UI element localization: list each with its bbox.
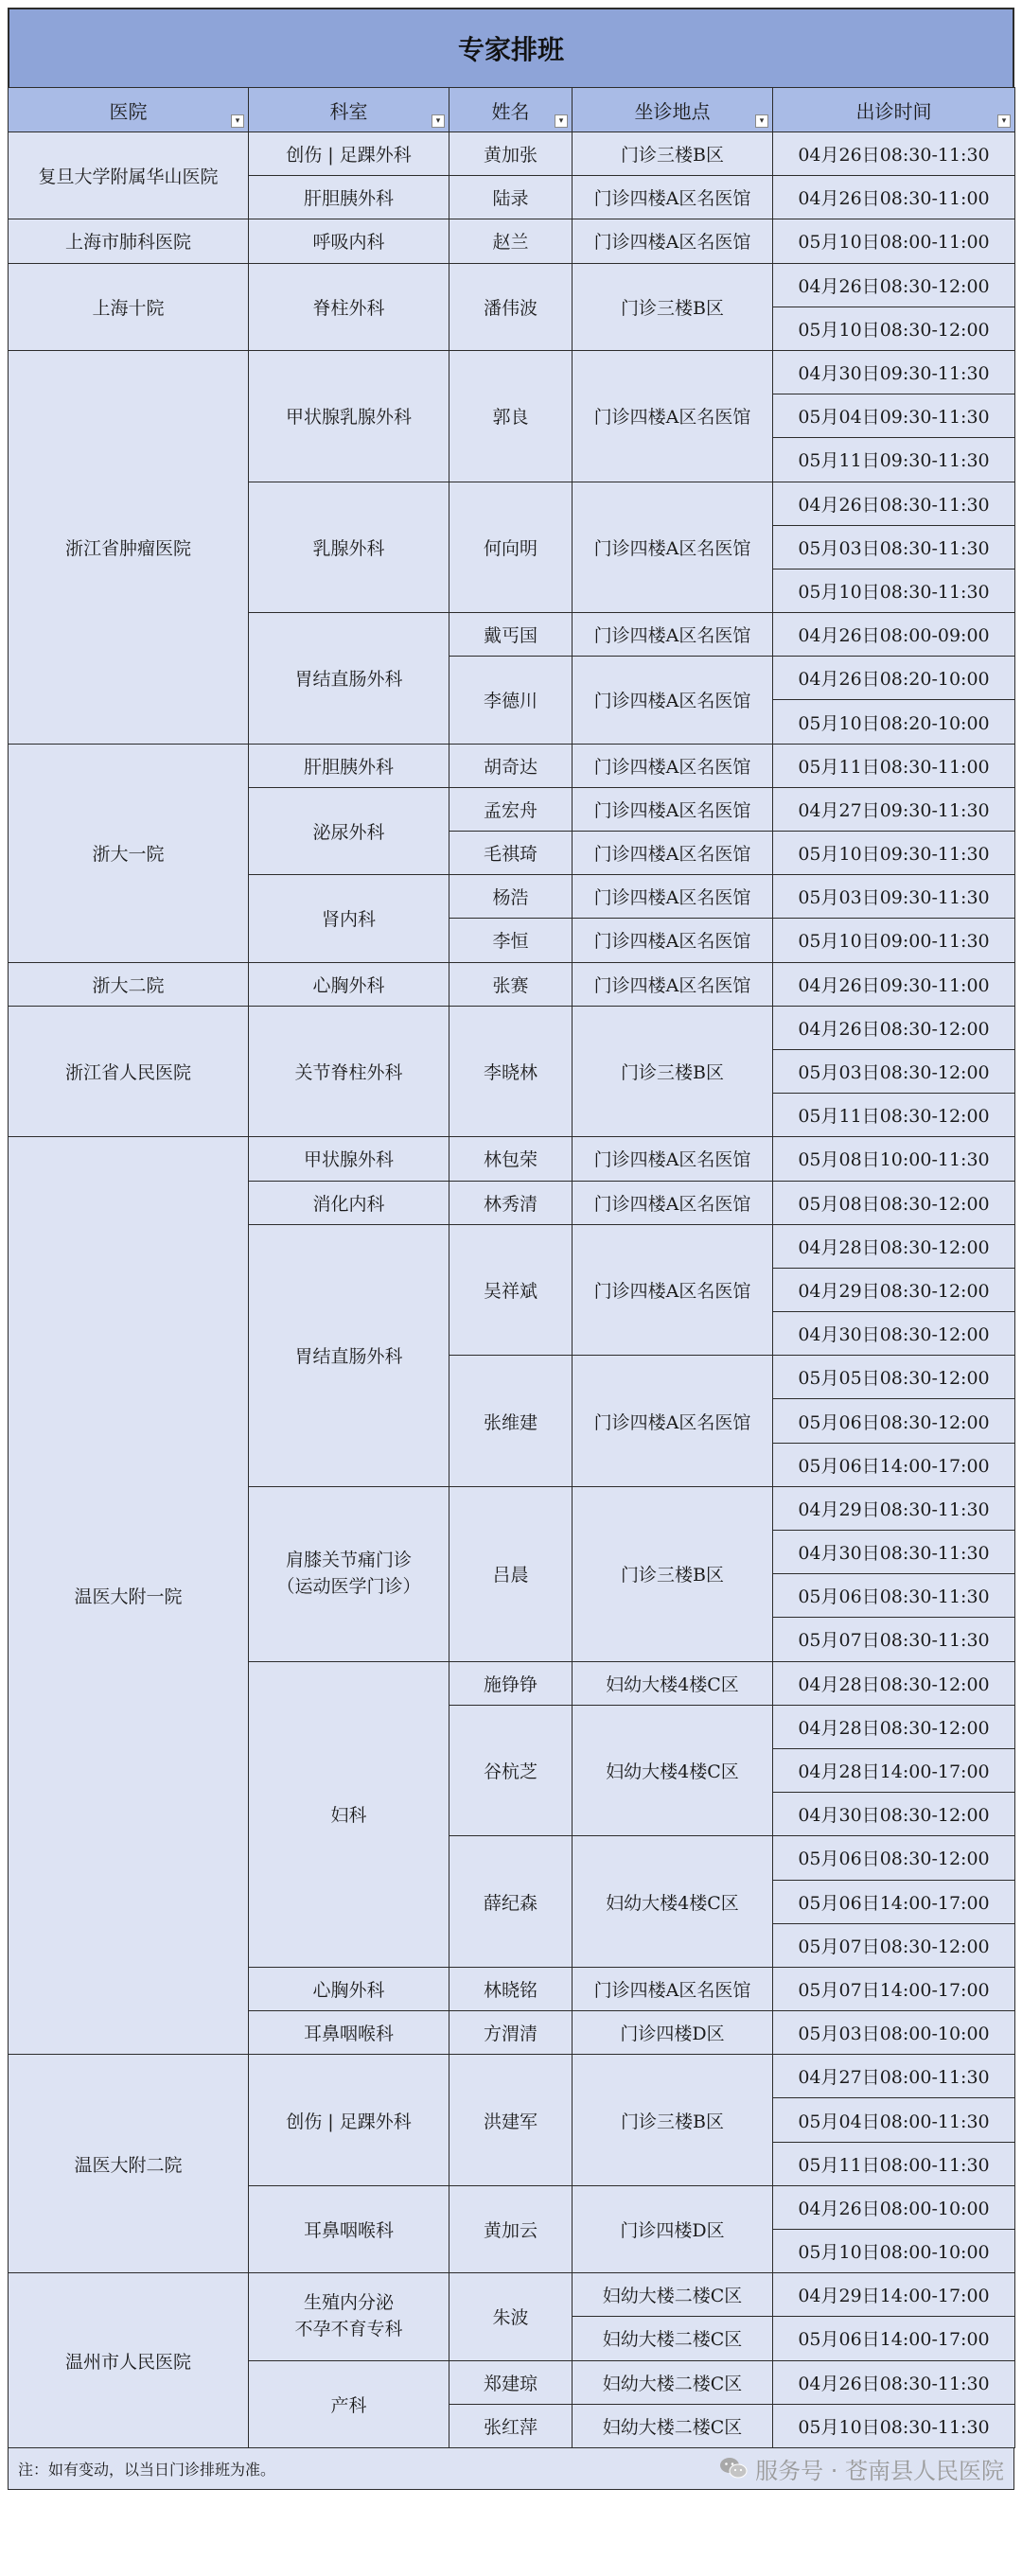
time-cell: 05月05日08:30-12:00 [773,1356,1015,1399]
location-cell: 门诊四楼A区名医馆 [573,176,773,219]
doctor-name-cell: 黄加云 [449,2185,573,2272]
time-cell: 04月26日08:20-10:00 [773,657,1015,700]
time-cell: 05月11日08:00-11:30 [773,2142,1015,2185]
location-cell: 妇幼大楼二楼C区 [573,2273,773,2317]
table-row [9,962,1015,1006]
time-cell: 04月26日08:00-09:00 [773,613,1015,657]
doctor-name-cell: 林包荣 [449,1137,573,1181]
filter-dropdown-icon[interactable]: ▾ [755,114,768,128]
time-cell: 05月03日08:00-10:00 [773,2011,1015,2055]
time-cell: 05月03日08:30-11:30 [773,525,1015,569]
department-cell: 生殖内分泌 不孕不育专科 [249,2273,449,2360]
location-cell: 门诊四楼D区 [573,2011,773,2055]
hospital-cell: 浙大一院 [9,744,249,962]
location-cell: 门诊四楼A区名医馆 [573,744,773,787]
doctor-name-cell: 潘伟波 [449,263,573,350]
time-cell: 05月10日08:20-10:00 [773,700,1015,744]
table-row [9,350,1015,394]
table-body [9,132,1015,2448]
header-row [9,88,1015,132]
schedule-sheet [8,8,1014,2490]
location-cell: 门诊三楼B区 [573,263,773,350]
time-cell: 05月06日14:00-17:00 [773,1443,1015,1486]
department-cell: 关节脊柱外科 [249,1006,449,1137]
department-cell: 肝胆胰外科 [249,176,449,219]
department-cell: 创伤 | 足踝外科 [249,2055,449,2186]
time-cell: 04月26日08:00-10:00 [773,2185,1015,2229]
filter-dropdown-icon[interactable]: ▾ [555,114,568,128]
table-row [9,1137,1015,1181]
column-header-hospital: 医院 ▾ [9,88,249,132]
watermark [719,2452,1004,2485]
time-cell: 05月10日08:30-11:30 [773,569,1015,612]
doctor-name-cell: 郑建琼 [449,2360,573,2404]
location-cell: 妇幼大楼4楼C区 [573,1661,773,1705]
time-cell: 05月11日08:30-11:00 [773,744,1015,787]
location-cell: 门诊四楼A区名医馆 [573,1967,773,2010]
time-cell: 05月10日09:00-11:30 [773,919,1015,962]
department-cell: 心胸外科 [249,962,449,1006]
doctor-name-cell: 胡奇达 [449,744,573,787]
time-cell: 05月10日08:00-11:00 [773,219,1015,263]
department-cell: 肩膝关节痛门诊 （运动医学门诊） [249,1486,449,1661]
time-cell: 04月28日08:30-12:00 [773,1705,1015,1748]
department-cell: 消化内科 [249,1181,449,1224]
location-cell: 妇幼大楼4楼C区 [573,1836,773,1968]
table-row [9,219,1015,263]
table-row [9,132,1015,176]
doctor-name-cell: 赵兰 [449,219,573,263]
doctor-name-cell: 吴祥斌 [449,1224,573,1356]
time-cell: 05月04日09:30-11:30 [773,394,1015,438]
column-header-location: 坐诊地点 ▾ [573,88,773,132]
location-cell: 门诊三楼B区 [573,132,773,176]
time-cell: 04月26日08:30-12:00 [773,263,1015,307]
time-cell: 05月06日08:30-12:00 [773,1399,1015,1443]
time-cell: 04月26日08:30-11:30 [773,482,1015,525]
sheet-title: 专家排班 [8,8,1014,87]
time-cell: 04月30日08:30-12:00 [773,1793,1015,1836]
doctor-name-cell: 杨浩 [449,875,573,919]
time-cell: 05月07日08:30-11:30 [773,1618,1015,1661]
location-cell: 门诊四楼A区名医馆 [573,875,773,919]
location-cell: 门诊三楼B区 [573,1486,773,1661]
time-cell: 04月26日08:30-11:30 [773,132,1015,176]
time-cell: 05月04日08:00-11:30 [773,2098,1015,2142]
doctor-name-cell: 李德川 [449,657,573,744]
filter-dropdown-icon[interactable]: ▾ [231,114,244,128]
schedule-table [8,87,1015,2448]
department-cell: 甲状腺外科 [249,1137,449,1181]
column-header-time: 出诊时间 ▾ [773,88,1015,132]
time-cell: 04月30日08:30-11:30 [773,1531,1015,1574]
department-cell: 胃结直肠外科 [249,613,449,745]
time-cell: 05月06日14:00-17:00 [773,2317,1015,2360]
time-cell: 05月08日10:00-11:30 [773,1137,1015,1181]
doctor-name-cell: 黄加张 [449,132,573,176]
department-cell: 泌尿外科 [249,787,449,874]
doctor-name-cell: 孟宏舟 [449,787,573,831]
time-cell: 04月28日08:30-12:00 [773,1661,1015,1705]
doctor-name-cell: 何向明 [449,482,573,613]
time-cell: 04月26日08:30-12:00 [773,1006,1015,1049]
location-cell: 妇幼大楼二楼C区 [573,2317,773,2360]
hospital-cell: 上海十院 [9,263,249,350]
doctor-name-cell: 郭良 [449,350,573,482]
filter-dropdown-icon[interactable]: ▾ [997,114,1011,128]
location-cell: 门诊四楼A区名医馆 [573,1137,773,1181]
doctor-name-cell: 朱波 [449,2273,573,2360]
time-cell: 05月03日08:30-12:00 [773,1049,1015,1093]
doctor-name-cell: 方渭清 [449,2011,573,2055]
footer-note: 注：如有变动，以当日门诊排班为准。 [18,2460,276,2479]
time-cell: 04月29日14:00-17:00 [773,2273,1015,2317]
time-cell: 04月26日08:30-11:30 [773,2360,1015,2404]
time-cell: 05月10日09:30-11:30 [773,832,1015,875]
time-cell: 04月26日09:30-11:00 [773,962,1015,1006]
time-cell: 05月10日08:30-12:00 [773,307,1015,350]
location-cell: 门诊四楼A区名医馆 [573,1181,773,1224]
hospital-cell: 温州市人民医院 [9,2273,249,2448]
location-cell: 门诊四楼A区名医馆 [573,787,773,831]
doctor-name-cell: 张赛 [449,962,573,1006]
time-cell: 04月28日14:00-17:00 [773,1748,1015,1792]
time-cell: 04月29日08:30-11:30 [773,1486,1015,1530]
hospital-cell: 上海市肺科医院 [9,219,249,263]
column-header-doctor: 姓名 ▾ [449,88,573,132]
location-cell: 门诊四楼A区名医馆 [573,657,773,744]
filter-dropdown-icon[interactable]: ▾ [432,114,445,128]
department-cell: 耳鼻咽喉科 [249,2011,449,2055]
time-cell: 04月30日09:30-11:30 [773,350,1015,394]
time-cell: 05月10日08:00-10:00 [773,2230,1015,2273]
department-cell: 肾内科 [249,875,449,962]
time-cell: 05月07日08:30-12:00 [773,1923,1015,1967]
footer-bar [8,2448,1014,2490]
doctor-name-cell: 张维建 [449,1356,573,1487]
location-cell: 妇幼大楼二楼C区 [573,2360,773,2404]
department-cell: 胃结直肠外科 [249,1224,449,1486]
wechat-icon [719,2456,748,2480]
department-cell: 心胸外科 [249,1967,449,2010]
time-cell: 05月10日08:30-11:30 [773,2404,1015,2447]
department-cell: 乳腺外科 [249,482,449,613]
time-cell: 04月27日08:00-11:30 [773,2055,1015,2098]
doctor-name-cell: 林秀清 [449,1181,573,1224]
doctor-name-cell: 施铮铮 [449,1661,573,1705]
time-cell: 04月30日08:30-12:00 [773,1312,1015,1356]
department-cell: 耳鼻咽喉科 [249,2185,449,2272]
doctor-name-cell: 薛纪森 [449,1836,573,1968]
hospital-cell: 温医大附一院 [9,1137,249,2055]
table-row [9,1006,1015,1049]
column-header-department: 科室 ▾ [249,88,449,132]
time-cell: 05月11日09:30-11:30 [773,438,1015,482]
time-cell: 05月06日08:30-12:00 [773,1836,1015,1880]
department-cell: 创伤 | 足踝外科 [249,132,449,176]
location-cell: 门诊四楼A区名医馆 [573,350,773,482]
doctor-name-cell: 张红萍 [449,2404,573,2447]
time-cell: 04月29日08:30-12:00 [773,1268,1015,1311]
department-cell: 产科 [249,2360,449,2447]
time-cell: 05月03日09:30-11:30 [773,875,1015,919]
time-cell: 04月26日08:30-11:00 [773,176,1015,219]
department-cell: 妇科 [249,1661,449,1967]
location-cell: 门诊四楼A区名医馆 [573,832,773,875]
location-cell: 门诊四楼A区名医馆 [573,482,773,613]
doctor-name-cell: 林晓铭 [449,1967,573,2010]
time-cell: 04月27日09:30-11:30 [773,787,1015,831]
time-cell: 05月07日14:00-17:00 [773,1967,1015,2010]
doctor-name-cell: 毛祺琦 [449,832,573,875]
doctor-name-cell: 戴丐国 [449,613,573,657]
doctor-name-cell: 陆录 [449,176,573,219]
department-cell: 呼吸内科 [249,219,449,263]
hospital-cell: 复旦大学附属华山医院 [9,132,249,219]
location-cell: 门诊四楼A区名医馆 [573,962,773,1006]
time-cell: 05月11日08:30-12:00 [773,1094,1015,1137]
doctor-name-cell: 洪建军 [449,2055,573,2186]
hospital-cell: 温医大附二院 [9,2055,249,2273]
doctor-name-cell: 吕晨 [449,1486,573,1661]
location-cell: 门诊四楼D区 [573,2185,773,2272]
table-row [9,2273,1015,2317]
location-cell: 门诊三楼B区 [573,1006,773,1137]
watermark-text: 服务号 · 苍南县人民医院 [755,2457,1004,2484]
location-cell: 门诊四楼A区名医馆 [573,219,773,263]
hospital-cell: 浙江省肿瘤医院 [9,350,249,744]
table-row [9,2055,1015,2098]
doctor-name-cell: 谷杭芝 [449,1705,573,1836]
location-cell: 门诊三楼B区 [573,2055,773,2186]
department-cell: 肝胆胰外科 [249,744,449,787]
hospital-cell: 浙江省人民医院 [9,1006,249,1137]
location-cell: 门诊四楼A区名医馆 [573,919,773,962]
department-cell: 甲状腺乳腺外科 [249,350,449,482]
location-cell: 妇幼大楼4楼C区 [573,1705,773,1836]
location-cell: 门诊四楼A区名医馆 [573,613,773,657]
department-cell: 脊柱外科 [249,263,449,350]
doctor-name-cell: 李恒 [449,919,573,962]
time-cell: 05月06日08:30-11:30 [773,1574,1015,1618]
table-row [9,263,1015,307]
location-cell: 妇幼大楼二楼C区 [573,2404,773,2447]
time-cell: 04月28日08:30-12:00 [773,1224,1015,1268]
location-cell: 门诊四楼A区名医馆 [573,1224,773,1356]
doctor-name-cell: 李晓林 [449,1006,573,1137]
location-cell: 门诊四楼A区名医馆 [573,1356,773,1487]
hospital-cell: 浙大二院 [9,962,249,1006]
time-cell: 05月06日14:00-17:00 [773,1880,1015,1923]
time-cell: 05月08日08:30-12:00 [773,1181,1015,1224]
table-row [9,744,1015,787]
